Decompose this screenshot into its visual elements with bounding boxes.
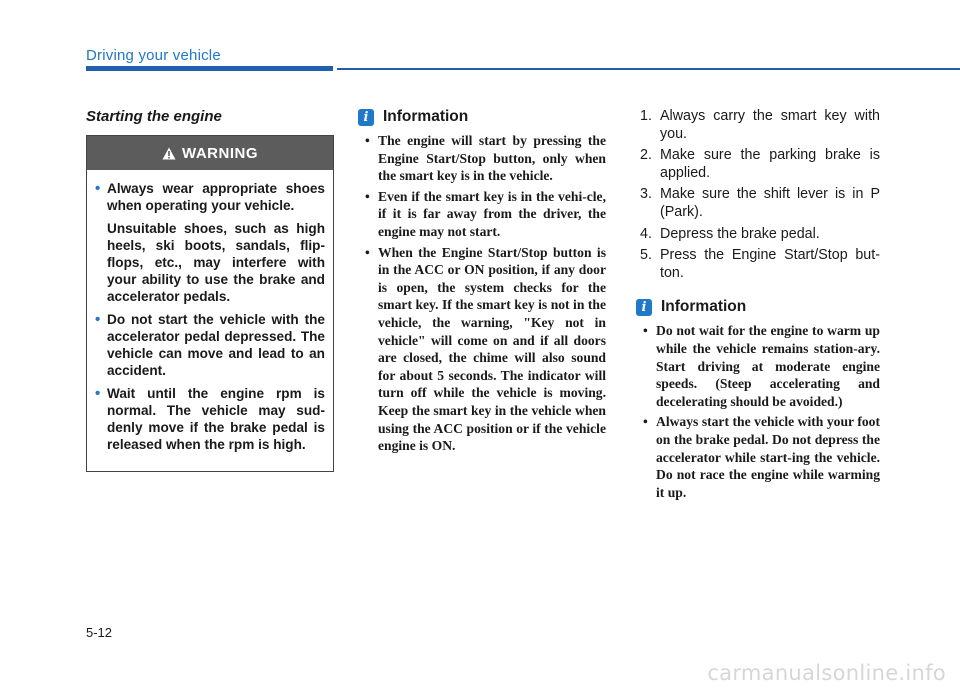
step-item — [640, 186, 880, 221]
page-number: 5-12 — [86, 625, 113, 640]
warning-text: • Do not start the vehicle with the accelerator pedal depressed. The vehicle can move and lead to an accident. — [107, 312, 325, 378]
info-list — [362, 132, 606, 455]
info-item: • The engine will start by pressing the Engine Start/Stop button, only when the smart key is in the vehicle. — [362, 132, 606, 185]
warning-title: WARNING — [182, 144, 258, 162]
section-title: Driving your vehicle — [86, 47, 221, 64]
info-heading — [636, 298, 880, 316]
subheading-starting-engine: Starting the engine — [86, 108, 222, 125]
right-column — [640, 108, 880, 504]
step-item — [640, 247, 880, 282]
warning-triangle-icon — [162, 147, 176, 160]
warning-item — [95, 385, 325, 453]
step-item — [640, 226, 880, 244]
warning-header — [87, 136, 333, 170]
info-heading — [358, 108, 606, 126]
header-rule-thin — [337, 68, 960, 70]
warning-box — [86, 135, 334, 472]
step-text: Depress the brake pedal. — [660, 225, 820, 242]
left-column — [86, 108, 334, 472]
step-item — [640, 108, 880, 143]
warning-item — [95, 180, 325, 305]
info-item: • When the Engine Start/Stop button is in the ACC or ON position, if any door is open, the system checks for the smart key. If the smart key is not in the vehicle, the warning, "Key not in vehicle" will come on and if all doors are closed, the chime will also sound for about 5 seconds. The indicator will turn off while the vehicle is moving. Keep the smart key in the vehicle when using the ACC position or if the vehicle engine is ON. — [362, 244, 606, 455]
step-number: 4. — [640, 225, 652, 242]
start-steps-list — [640, 108, 880, 282]
info-title: Information — [661, 298, 747, 316]
step-number: 5. — [640, 247, 652, 264]
warning-text: • Wait until the engine rpm is normal. The vehicle may sud-denly move if the brake pedal is released when the rpm is high. — [107, 386, 325, 452]
info-list — [640, 322, 880, 501]
warning-text: Unsuitable shoes, such as high heels, ski boots, sandals, flip-flops, etc., may interfere with your ability to use the brake and accelerator pedals. — [107, 221, 325, 304]
middle-column — [362, 108, 606, 458]
step-text: Make sure the shift lever is in P (Park). — [660, 186, 880, 220]
step-item — [640, 147, 880, 182]
warning-list — [87, 170, 333, 471]
step-text: Make sure the parking brake is applied. — [660, 147, 880, 181]
warning-item — [95, 311, 325, 379]
step-number: 3. — [640, 186, 652, 203]
step-text: Press the Engine Start/Stop but-ton. — [660, 247, 880, 281]
info-item: • Do not wait for the engine to warm up while the vehicle remains station-ary. Start driving at moderate engine speeds. (Steep accelerating and decelerating should be avoided.) — [640, 322, 880, 410]
info-title: Information — [383, 108, 469, 125]
info-item: • Even if the smart key is in the vehi-cle, if it is far away from the driver, the engine may not start. — [362, 188, 606, 241]
warning-text: • Always wear appropriate shoes when operating your vehicle. — [107, 181, 325, 213]
info-icon: i — [636, 299, 652, 316]
header-rule-thick — [86, 66, 333, 71]
step-text: Always carry the smart key with you. — [660, 108, 880, 142]
step-number: 2. — [640, 147, 652, 164]
watermark: carmanualsonline.info — [707, 661, 946, 685]
info-item: • Always start the vehicle with your foot on the brake pedal. Do not depress the accelerator while start-ing the vehicle. Do not race the engine while warming it up. — [640, 413, 880, 501]
info-icon: i — [358, 109, 374, 126]
step-number: 1. — [640, 108, 652, 124]
